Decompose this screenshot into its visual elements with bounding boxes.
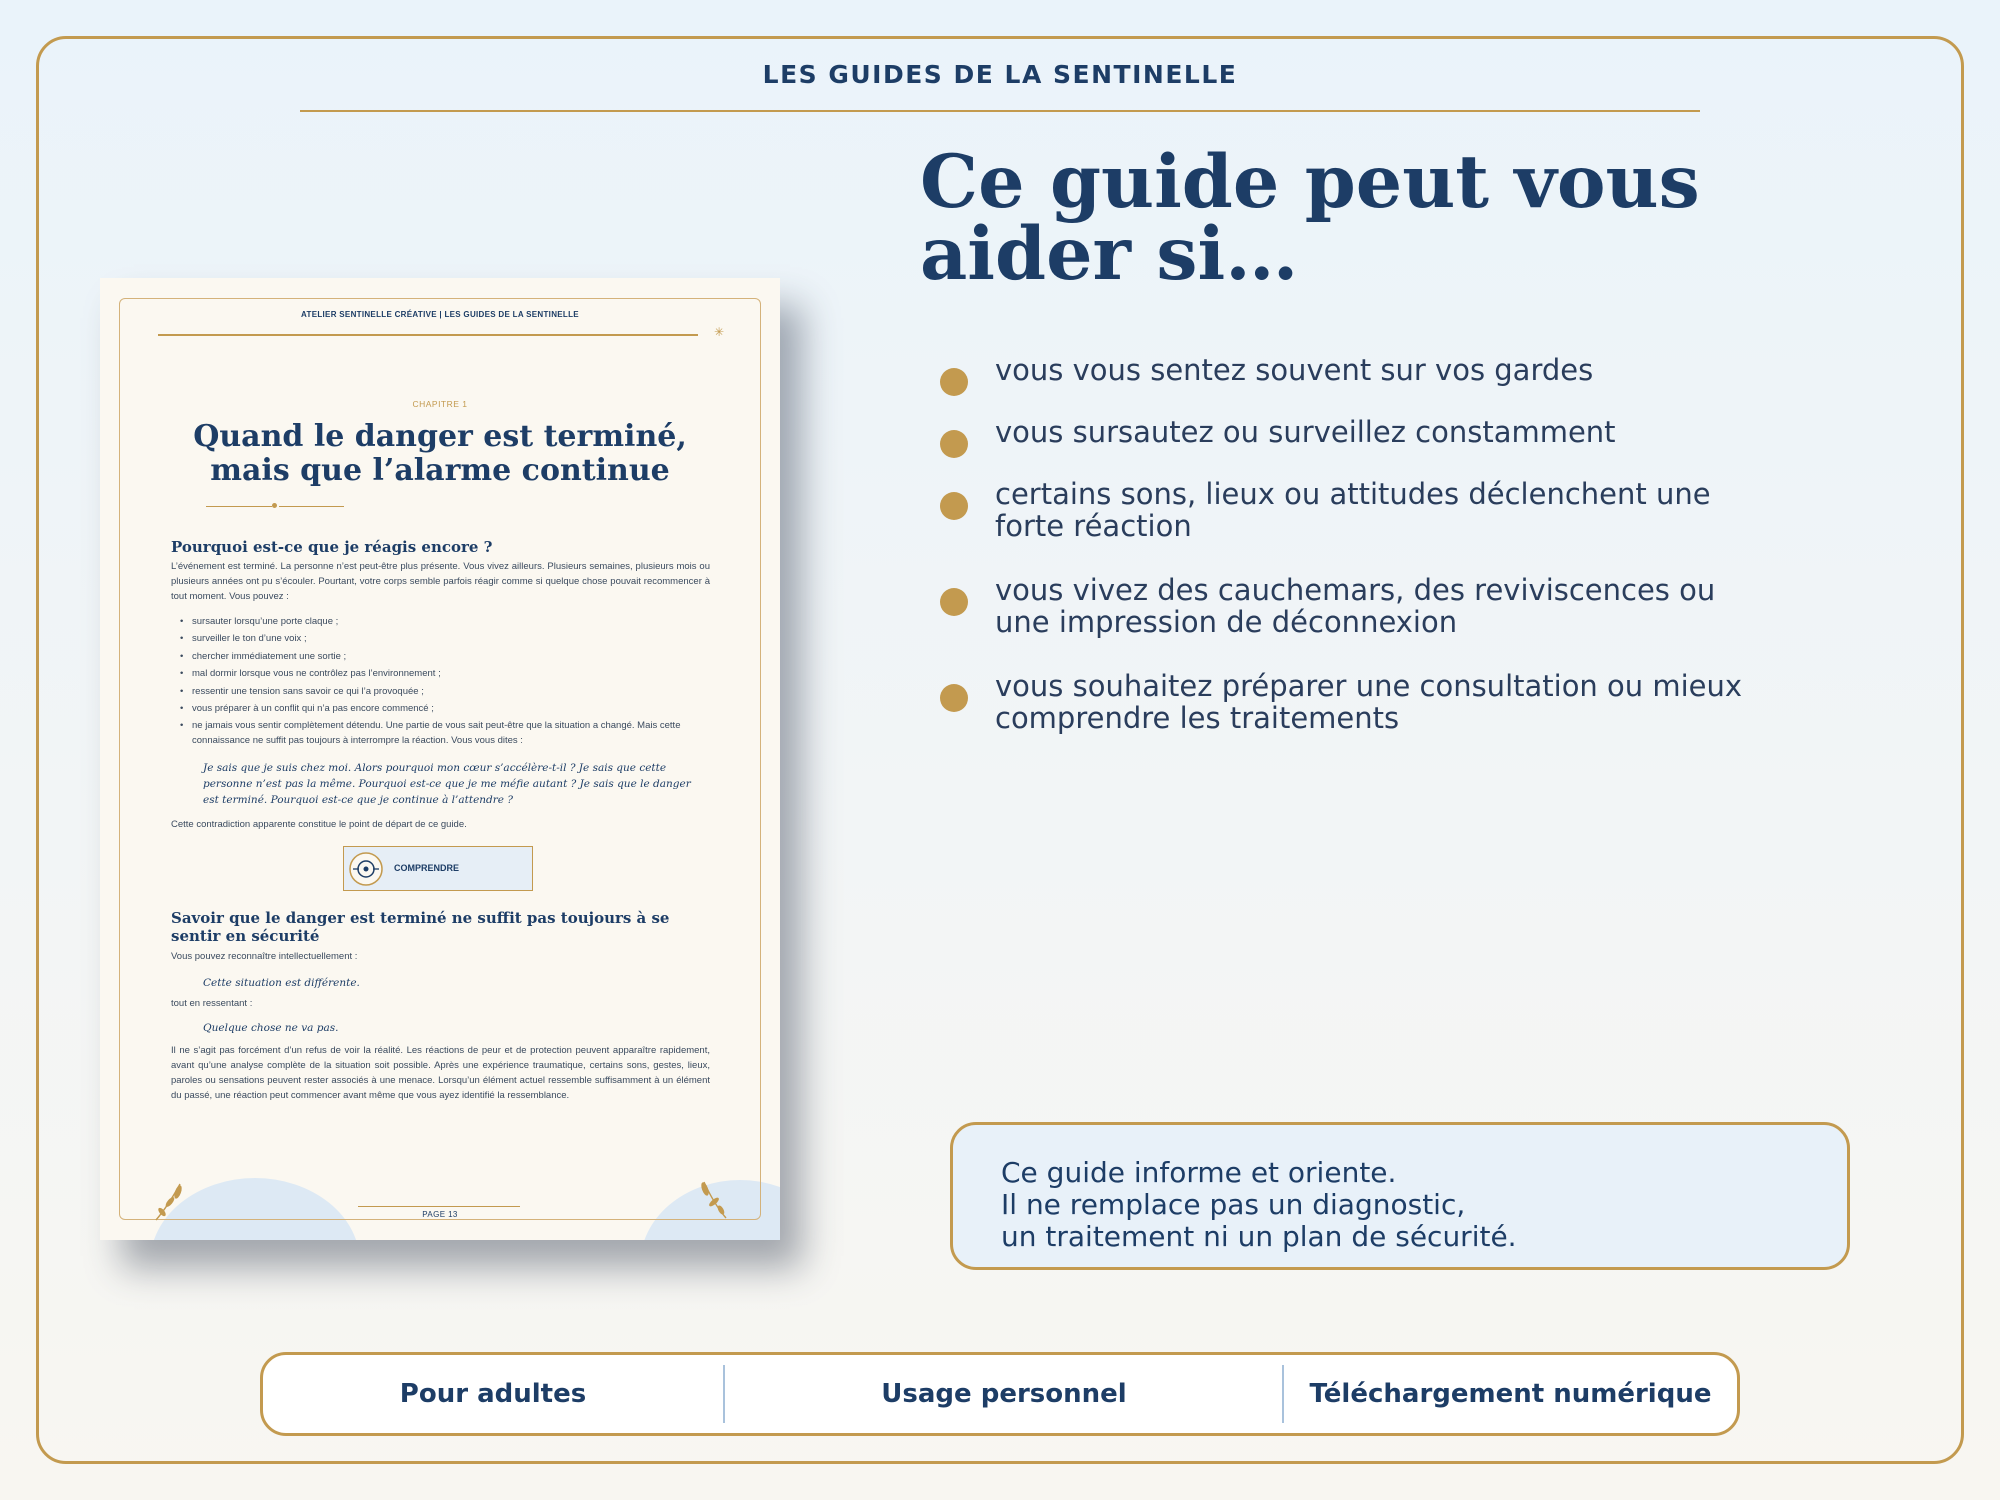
bullet-dot-icon	[940, 684, 968, 712]
badge-personal-use: Usage personnel	[881, 1379, 1127, 1409]
ornament-rule-right	[279, 506, 344, 507]
disclaimer-note	[950, 1122, 1850, 1270]
book-paragraph: L’événement est terminé. La personne n’est peut-être plus présente. Vous vivez ailleurs. Plusieurs semaines, plusieurs mois ou plusieurs années ont pu s’écouler. Pourtant, votre corps semble parfois réagir comme si quelque chose pouvait recommencer à tout moment. Vous pouvez :	[171, 561, 710, 602]
book-section-heading: Pourquoi est-ce que je réagis encore ?	[171, 538, 493, 556]
list-item-line: vous vous sentez souvent sur vos gardes	[995, 353, 1594, 387]
callout-label: COMPRENDRE	[394, 863, 460, 873]
book-title	[140, 420, 740, 488]
list-item-line: vous sursautez ou surveillez constamment	[995, 415, 1616, 449]
book-page-number: PAGE 13	[422, 1210, 458, 1219]
disclaimer-line: un traitement ni un plan de sécurité.	[1001, 1220, 1517, 1253]
list-item-line: comprendre les traitements	[995, 701, 1400, 735]
header-divider	[300, 110, 1700, 112]
list-item: • mal dormir lorsque vous ne contrôlez pas l’environnement ;	[180, 665, 710, 682]
disclaimer-line: Ce guide informe et oriente.	[1001, 1156, 1397, 1189]
book-chapter-label: CHAPITRE 1	[412, 399, 468, 409]
book-quote: Je sais que je suis chez moi. Alors pourquoi mon cœur s’accélère-t-il ? Je sais que cette personne n’est pas la même. Pourquoi est-ce que je me méfie autant ? Je sais que le danger est terminé. Pourquoi est-ce que je continue à l’attendre ?	[203, 762, 691, 806]
features-pill	[260, 1352, 1740, 1436]
list-item: • chercher immédiatement une sortie ;	[180, 648, 710, 665]
book-section-heading: Savoir que le danger est terminé ne suffit pas toujours à se sentir en sécurité	[171, 909, 670, 945]
book-footer-rule	[358, 1206, 520, 1207]
bullet-dot-icon	[940, 492, 968, 520]
badge-adults: Pour adultes	[399, 1379, 587, 1409]
book-title-line: mais que l’alarme continue	[210, 453, 670, 488]
list-item: • vous préparer à un conflit qui n’a pas encore commencé ;	[180, 700, 710, 717]
book-bullet-list	[180, 613, 710, 748]
book-header-rule	[158, 334, 698, 336]
comprendre-callout	[343, 846, 533, 891]
bullet-dot-icon	[940, 430, 968, 458]
disclaimer-text	[1001, 1157, 1821, 1253]
ornament-rule-left	[206, 506, 272, 507]
list-item: • surveiller le ton d’une voix ;	[180, 630, 710, 647]
list-item-text	[995, 354, 1775, 386]
list-item-text	[995, 416, 1775, 448]
main-title-line: Ce guide peut vous	[920, 139, 1700, 225]
book-paragraph: tout en ressentant :	[171, 998, 253, 1009]
disclaimer-line: Il ne remplace pas un diagnostic,	[1001, 1188, 1466, 1221]
book-paragraph: Cette contradiction apparente constitue le point de départ de ce guide.	[171, 819, 467, 830]
book-paragraph: Vous pouvez reconnaître intellectuellement :	[171, 951, 358, 962]
book-page-preview	[100, 278, 780, 1240]
book-paragraph: Il ne s’agit pas forcément d’un refus de voir la réalité. Les réactions de peur et de protection peuvent apparaître rapidement, avant qu’une analyse complète de la situation soit possible. Après une expérience traumatique, certains sons, gestes, lieux, paroles ou sensations peuvent rester associés à une menace. Lorsqu’un élément actuel ressemble suffisamment à un élément du passé, une réaction peut commencer avant même que vous ayez identifié la ressemblance.	[171, 1045, 710, 1101]
book-quote: Quelque chose ne va pas.	[203, 1022, 339, 1034]
book-quote: Cette situation est différente.	[203, 977, 360, 989]
list-item-line: vous vivez des cauchemars, des reviviscences ou	[995, 573, 1716, 607]
list-item-line: certains sons, lieux ou attitudes déclenchent une	[995, 477, 1711, 511]
list-item-text	[995, 574, 1775, 638]
bullet-dot-icon	[940, 368, 968, 396]
book-title-line: Quand le danger est terminé,	[193, 419, 687, 454]
brand-title: LES GUIDES DE LA SENTINELLE	[762, 60, 1238, 89]
list-item: • ressentir une tension sans savoir ce qui l’a provoquée ;	[180, 683, 710, 700]
star-ornament-icon: ✳	[714, 325, 725, 339]
target-icon	[349, 852, 383, 886]
main-title-line: aider si…	[920, 211, 1299, 297]
list-item: • ne jamais vous sentir complètement détendu. Une partie de vous sait peut-être que la situation a changé. Mais cette connaissance ne suffit pas toujours à interrompre la réaction. Vous vous dites :	[180, 718, 710, 748]
list-item-line: une impression de déconnexion	[995, 605, 1458, 639]
list-item-text	[995, 670, 1775, 734]
ornament-dot	[272, 503, 277, 508]
list-item-line: forte réaction	[995, 509, 1192, 543]
list-item: • sursauter lorsqu’une porte claque ;	[180, 613, 710, 630]
book-header: ATELIER SENTINELLE CRÉATIVE | LES GUIDES DE LA SENTINELLE	[301, 310, 579, 319]
bullet-dot-icon	[940, 588, 968, 616]
list-item-text	[995, 478, 1775, 542]
badge-digital-download: Téléchargement numérique	[1309, 1379, 1712, 1409]
list-item-line: vous souhaitez préparer une consultation ou mieux	[995, 669, 1743, 703]
main-title	[920, 139, 1820, 297]
